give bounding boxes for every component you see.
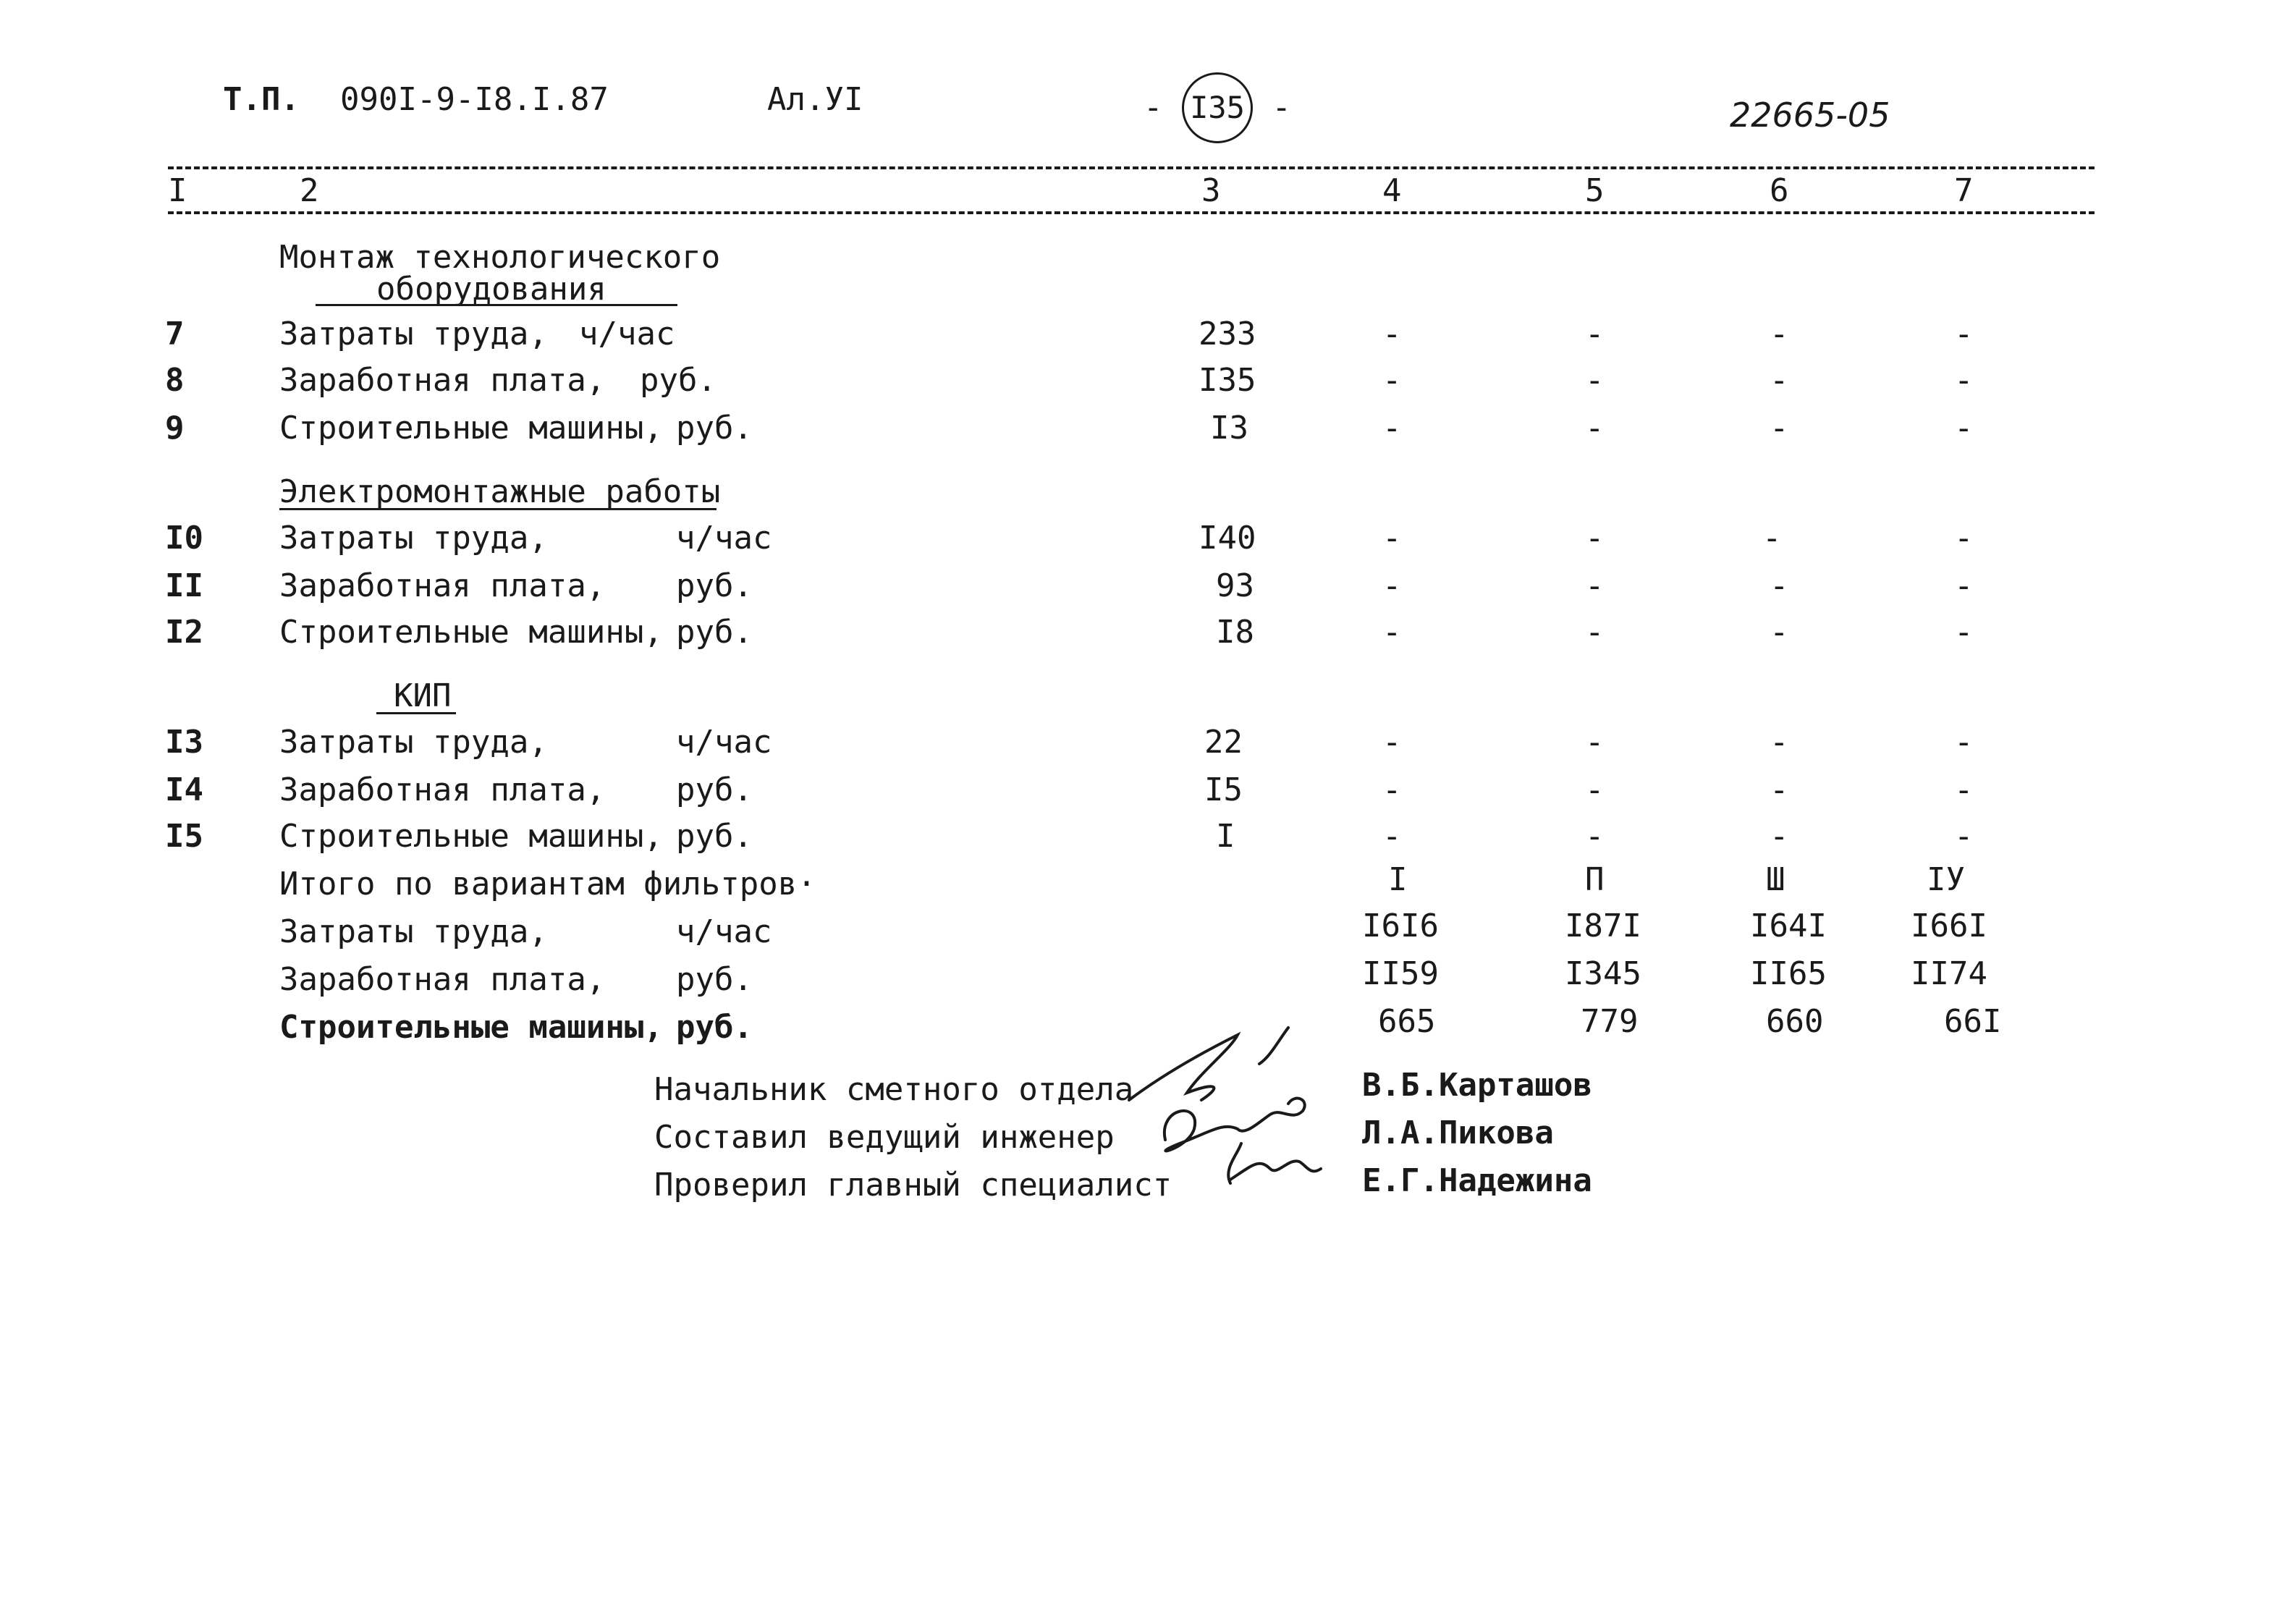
row-number: 7: [165, 316, 185, 352]
row-value-col7: -: [1954, 724, 1974, 761]
row-number: II: [165, 567, 203, 604]
row-value-col5: -: [1585, 316, 1605, 352]
row-value-col3: I5: [1204, 771, 1243, 808]
row-unit: руб.: [676, 567, 753, 604]
row-value-col3: I35: [1199, 362, 1256, 399]
row-name: Заработная плата,: [279, 771, 606, 808]
page-prefix: -: [1144, 89, 1163, 126]
row-name: Строительные машины,: [279, 410, 663, 447]
signature-name: Е.Г.Надежина: [1362, 1162, 1592, 1199]
doc-number: 090I-9-I8.I.87: [340, 81, 609, 118]
signature-name: Л.А.Пикова: [1362, 1115, 1554, 1151]
signature-role: Составил ведущий инженер: [654, 1119, 1115, 1156]
row-value-col3: I40: [1199, 520, 1256, 557]
row-value-col3: 233: [1199, 316, 1256, 352]
row-name: Заработная плата,: [279, 567, 606, 604]
row-number: I2: [165, 614, 203, 651]
section-title-line2: оборудования: [376, 271, 606, 308]
section-underline: [316, 304, 677, 306]
row-value-col3: 93: [1216, 567, 1254, 604]
row-value-col5: -: [1585, 362, 1605, 399]
row-value-col7: -: [1954, 316, 1974, 352]
col-header-7: 7: [1954, 172, 1974, 209]
section-title: Монтаж технологического: [279, 239, 721, 276]
album-label: Ал.УI: [767, 81, 863, 118]
totals-value: II74: [1911, 955, 1987, 992]
row-value-col3: 22: [1204, 724, 1243, 761]
signature-role: Проверил главный специалист: [654, 1167, 1172, 1204]
row-value-col4: -: [1382, 362, 1402, 399]
variant-label: Ш: [1766, 861, 1785, 898]
totals-value: I64I: [1750, 908, 1827, 944]
table-top-rule: [168, 166, 2095, 169]
handwritten-signatures-icon: [1115, 1013, 1353, 1223]
row-value-col6: -: [1770, 771, 1789, 808]
col-header-5: 5: [1585, 172, 1605, 209]
row-value-col5: -: [1585, 567, 1605, 604]
row-value-col4: -: [1382, 724, 1402, 761]
totals-title: Итого по вариантам фильтров·: [279, 866, 816, 902]
section-underline: [279, 508, 717, 510]
row-value-col7: -: [1954, 410, 1974, 447]
row-value-col4: -: [1382, 614, 1402, 651]
row-unit: руб.: [676, 614, 753, 651]
page-suffix: -: [1272, 89, 1291, 126]
variant-label: I: [1388, 861, 1408, 898]
row-value-col3: I: [1216, 818, 1235, 855]
row-unit: руб.: [676, 410, 753, 447]
variant-label: IУ: [1927, 861, 1965, 898]
row-unit: ч/час: [579, 316, 675, 352]
doc-type: Т.П.: [223, 81, 300, 118]
row-value-col6: -: [1770, 316, 1789, 352]
row-value-col5: -: [1585, 410, 1605, 447]
row-value-col5: -: [1585, 771, 1605, 808]
totals-value: I66I: [1911, 908, 1987, 944]
row-value-col6: -: [1762, 520, 1782, 557]
row-value-col4: -: [1382, 771, 1402, 808]
row-unit: руб.: [676, 818, 753, 855]
totals-row-unit: ч/час: [676, 913, 772, 950]
row-value-col7: -: [1954, 567, 1974, 604]
totals-value: 660: [1766, 1003, 1824, 1040]
row-number: 9: [165, 410, 185, 447]
row-value-col4: -: [1382, 410, 1402, 447]
totals-value: I6I6: [1362, 908, 1439, 944]
row-value-col7: -: [1954, 362, 1974, 399]
row-value-col4: -: [1382, 316, 1402, 352]
row-name: Затраты труда,: [279, 724, 548, 761]
variant-label: П: [1585, 861, 1605, 898]
row-unit: ч/час: [676, 520, 772, 557]
row-value-col6: -: [1770, 410, 1789, 447]
row-number: I0: [165, 520, 203, 557]
row-value-col7: -: [1954, 818, 1974, 855]
row-value-col5: -: [1585, 520, 1605, 557]
totals-row-unit: руб.: [676, 961, 753, 998]
col-header-3: 3: [1201, 172, 1221, 209]
row-value-col4: -: [1382, 520, 1402, 557]
col-header-6: 6: [1770, 172, 1789, 209]
row-value-col3: I8: [1216, 614, 1254, 651]
row-value-col7: -: [1954, 771, 1974, 808]
col-header-1: I: [168, 172, 187, 209]
section-title: Электромонтажные работы: [279, 473, 721, 510]
signature-role: Начальник сметного отдела: [654, 1071, 1134, 1108]
totals-value: 779: [1581, 1003, 1639, 1040]
row-value-col4: -: [1382, 567, 1402, 604]
row-number: I4: [165, 771, 203, 808]
totals-row-unit: руб.: [676, 1009, 753, 1046]
col-header-2: 2: [300, 172, 319, 209]
totals-row-name: Затраты труда,: [279, 913, 548, 950]
row-value-col6: -: [1770, 567, 1789, 604]
totals-value: I87I: [1565, 908, 1641, 944]
row-name: Строительные машины,: [279, 614, 663, 651]
row-name: Затраты труда,: [279, 316, 548, 352]
row-unit: руб.: [640, 362, 717, 399]
row-number: I5: [165, 818, 203, 855]
row-value-col6: -: [1770, 724, 1789, 761]
row-value-col6: -: [1770, 362, 1789, 399]
row-value-col6: -: [1770, 614, 1789, 651]
totals-value: I345: [1565, 955, 1641, 992]
row-value-col6: -: [1770, 818, 1789, 855]
totals-value: 665: [1378, 1003, 1436, 1040]
col-header-4: 4: [1382, 172, 1402, 209]
row-value-col5: -: [1585, 818, 1605, 855]
row-value-col5: -: [1585, 614, 1605, 651]
section-title: КИП: [394, 677, 452, 714]
row-number: 8: [165, 362, 185, 399]
row-value-col5: -: [1585, 724, 1605, 761]
totals-value: 66I: [1944, 1003, 2002, 1040]
row-value-col7: -: [1954, 520, 1974, 557]
row-value-col3: I3: [1210, 410, 1248, 447]
row-name: Заработная плата,: [279, 362, 606, 399]
totals-value: II59: [1362, 955, 1439, 992]
page-number: I35: [1182, 72, 1253, 143]
section-underline: [376, 712, 456, 714]
totals-value: II65: [1750, 955, 1827, 992]
row-unit: ч/час: [676, 724, 772, 761]
totals-row-name: Строительные машины,: [279, 1009, 663, 1046]
inventory-number: 22665-05: [1730, 96, 1890, 135]
row-value-col4: -: [1382, 818, 1402, 855]
page-number-block: [1144, 72, 1291, 143]
row-value-col7: -: [1954, 614, 1974, 651]
table-header-rule: [168, 211, 2095, 214]
signature-name: В.Б.Карташов: [1362, 1067, 1592, 1104]
row-name: Затраты труда,: [279, 520, 548, 557]
totals-row-name: Заработная плата,: [279, 961, 606, 998]
row-unit: руб.: [676, 771, 753, 808]
row-number: I3: [165, 724, 203, 761]
row-name: Строительные машины,: [279, 818, 663, 855]
